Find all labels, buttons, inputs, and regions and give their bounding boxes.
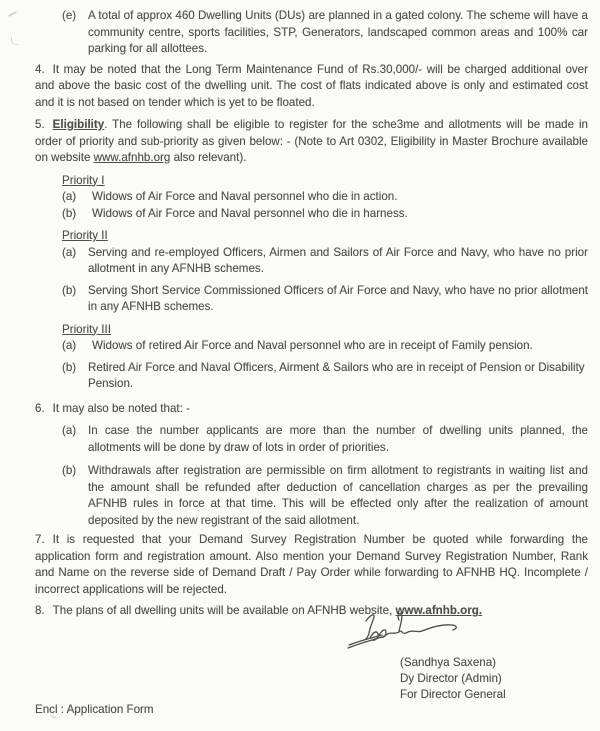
list-item-e [62, 8, 588, 58]
priority-title: Priority II [62, 229, 108, 242]
item-text: Withdrawals after registration are permissible on firm allotment to registrants in waiting list and the amount shall be refunded after deduction of cancellation charges as per the prevailing AFNHB rules in force at that time. This will be effected only after the realization of amount deposited by the new registrant of the said allotment. [88, 464, 588, 527]
paragraph-8 [35, 603, 588, 620]
item-text: Widows of retired Air Force and Naval personnel who are in receipt of Family pension. [92, 339, 533, 352]
list-item [62, 189, 588, 206]
item-text: Serving Short Service Commissioned Officers of Air Force and Navy, who have no prior allotment in any AFNHB schemes. [88, 283, 588, 313]
list-item [62, 360, 588, 393]
item-text: Serving and re-employed Officers, Airmen and Sailors of Air Force and Navy, who have no prior allotment in any AFNHB schemes. [88, 245, 588, 275]
item-label: (a) [62, 190, 77, 203]
item-label: (b) [62, 206, 77, 220]
item-label: (a) [62, 424, 77, 437]
priority-section-2 [35, 228, 588, 316]
list-item [62, 463, 588, 529]
item-label: (a) [62, 339, 77, 352]
website-link: www.afnhb.org [93, 151, 171, 164]
para-text: It may also be noted that: - [52, 401, 190, 415]
list-item [62, 245, 588, 278]
signatory-role: Dy Director (Admin) [400, 671, 502, 685]
priority-section-1 [35, 173, 588, 223]
signatory-name: (Sandhya Saxena) [400, 656, 497, 669]
list-item [62, 423, 588, 456]
item-label: (e) [62, 9, 77, 22]
item-label: (b) [62, 360, 77, 374]
website-link: www.afnhb.org. [395, 604, 483, 617]
para-text: also relevant). [170, 151, 247, 164]
paragraph-4 [35, 62, 588, 112]
item-label: (b) [62, 283, 77, 297]
signature-block [400, 655, 506, 702]
item-text: Retired Air Force and Naval Officers, Airment & Sailors who are in receipt of Pension or Disability Pension. [88, 360, 585, 390]
list-item [62, 206, 588, 223]
paragraph-5-eligibility [35, 117, 588, 167]
para-text: It may be noted that the Long Term Maintenance Fund of Rs.30,000/- will be charged additional over and above the basic cost of the dwelling unit. The cost of flats indicated above is only and estimated cost and it is not based on tender which is yet to be floated. [35, 62, 588, 109]
priority-title: Priority III [62, 322, 111, 336]
para-number: 8. [35, 604, 45, 617]
para-text: . The following shall be eligible to register for the sche3me and allotments will be made in order of priority and sub-priority as given below: - (Note to Art 0302, Eligibility in Master Brochure available on website [35, 118, 588, 164]
signature [346, 609, 461, 651]
enclosure-note: Encl : Application Form [35, 703, 154, 716]
para-number: 5. [35, 118, 45, 131]
scan-artifact [8, 11, 17, 17]
item-text: Widows of Air Force and Naval personnel who die in action. [92, 190, 398, 203]
item-label: (a) [62, 245, 77, 259]
item-text: In case the number applicants are more than the number of dwelling units planned, the allotments will be done by draw of lots in order of priorities. [88, 424, 588, 454]
signatory-for: For Director General [400, 687, 506, 701]
priority-title: Priority I [62, 173, 105, 187]
list-item [62, 283, 588, 316]
para-text: It is requested that your Demand Survey Registration Number be quoted while forwarding the application form and registration amount. Also mention your Demand Survey Registration Number, Rank and Name on the reverse side of Demand Draft / Pay Order while forwarding to AFNHB HQ. Incomplete / incorrect applications will be rejected. [35, 533, 588, 596]
list-item [62, 338, 588, 355]
para-number: 4. [35, 62, 45, 76]
paragraph-7 [35, 532, 588, 598]
item-label: (b) [62, 464, 77, 477]
para-text: The plans of all dwelling units will be available on AFNHB website, [52, 604, 393, 617]
para-number: 7. [35, 533, 45, 546]
para-number: 6. [35, 401, 45, 415]
item-text: Widows of Air Force and Naval personnel who die in harness. [92, 206, 408, 220]
priority-section-3 [35, 322, 588, 393]
eligibility-heading: Eligibility [52, 118, 105, 131]
scan-artifact [11, 37, 18, 45]
item-text: A total of approx 460 Dwelling Units (DUs) are planned in a gated colony. The scheme will have a community centre, sports facilities, STP, Generators, landscaped common areas and 100% car parking for all allottees. [88, 9, 588, 55]
paragraph-6 [35, 401, 588, 418]
